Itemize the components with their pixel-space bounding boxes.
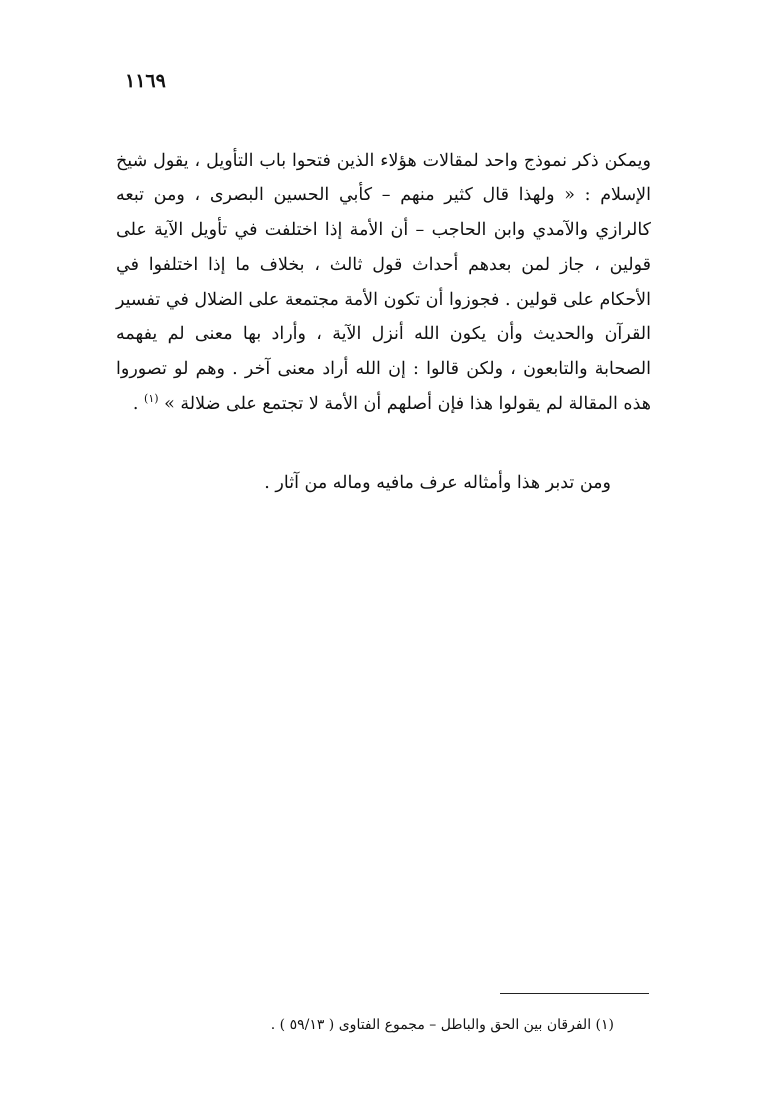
closing-paragraph: ومن تدبر هذا وأمثاله عرف مافيه وماله من آثار . <box>264 472 611 493</box>
main-paragraph-end: . <box>132 394 145 415</box>
main-paragraph <box>116 144 651 422</box>
footnote-reference[interactable]: (١) <box>144 392 159 406</box>
page-number: ١١٦٩ <box>125 70 166 92</box>
footnote-1: (١) الفرقان بين الحق والباطل – مجموع الفتاوى ( ٥٩/١٣ ) . <box>270 1017 614 1033</box>
main-paragraph-text: ويمكن ذكر نموذج واحد لمقالات هؤلاء الذين فتحوا باب التأويل ، يقول شيخ الإسلام : « ولهذا قال كثير منهم – كأبي الحسين البصرى ، ومن تبعه كالرازي والآمدي وابن الحاجب – أن الأمة إذا اختلفت في تأويل الآية على قولين ، جاز لمن بعدهم أحداث قول ثالث ، بخلاف ما إذا اختلفوا في الأحكام على قولين . فجوزوا أن تكون الأمة مجتمعة على الضلال في تفسير القرآن والحديث وأن يكون الله أنزل الآية ، وأراد بها معنى لم يفهمه الصحابة والتابعون ، ولكن قالوا : إن الله أراد معنى آخر . وهم لو تصوروا هذه المقالة لم يقولوا هذا فإن أصلهم أن الأمة لا تجتمع على ضلالة » <box>116 150 651 415</box>
footnote-separator <box>500 993 649 994</box>
